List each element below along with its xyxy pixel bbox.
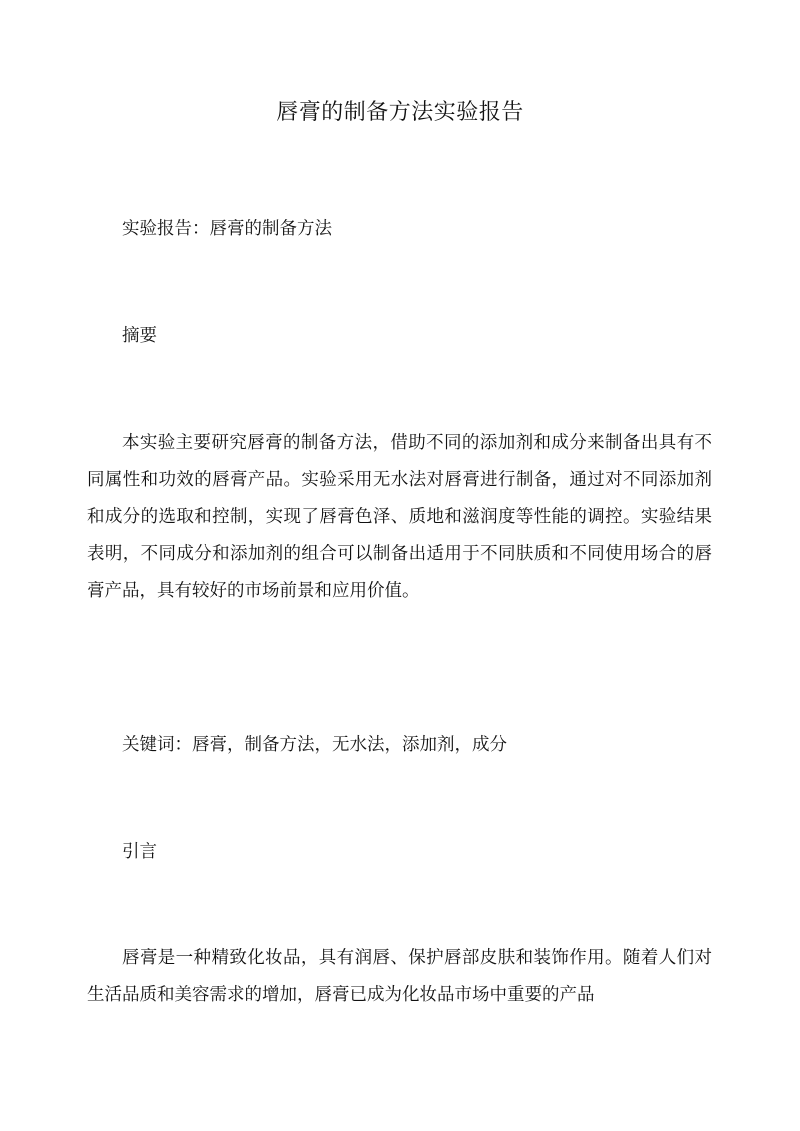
introduction-heading: 引言 [122,842,157,862]
abstract-heading: 摘要 [122,326,157,346]
abstract-paragraph: 本实验主要研究唇膏的制备方法，借助不同的添加剂和成分来制备出具有不同属性和功效的唇膏产品。实验采用无水法对唇膏进行制备，通过对不同添加剂和成分的选取和控制，实现了唇膏色泽、质地和滋润度等性能的调控。实验结果表明，不同成分和添加剂的组合可以制备出适用于不同肤质和不同使用场合的唇膏产品，具有较好的市场前景和应用价值。 [87,433,712,601]
report-subtitle: 实验报告：唇膏的制备方法 [122,219,332,239]
document-title: 唇膏的制备方法实验报告 [276,100,524,125]
keywords-line: 关键词：唇膏，制备方法，无水法，添加剂，成分 [122,735,507,755]
introduction-paragraph: 唇膏是一种精致化妆品，具有润唇、保护唇部皮肤和装饰作用。随着人们对生活品质和美容需求的增加，唇膏已成为化妆品市场中重要的产品 [87,948,712,1005]
